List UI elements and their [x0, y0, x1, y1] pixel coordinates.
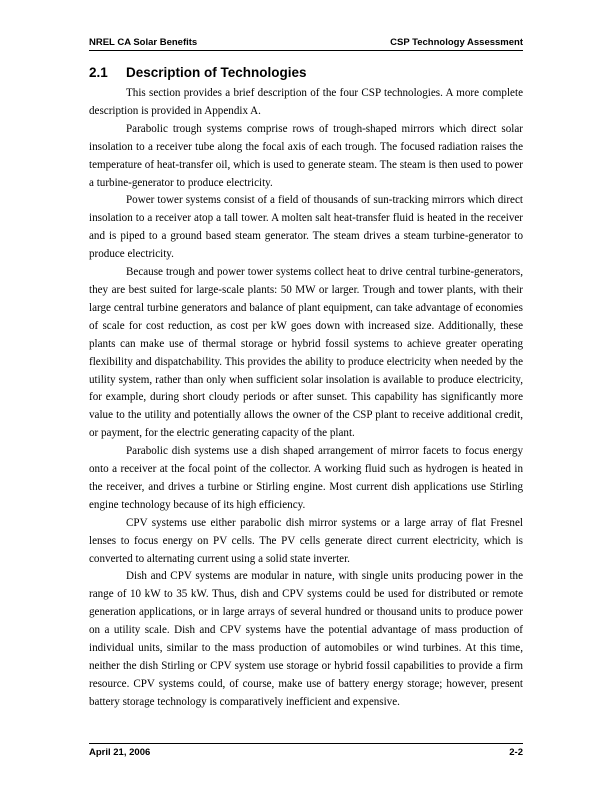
- paragraph-dish-cpv-modular: Dish and CPV systems are modular in nature, with single units producing power in the range of 10 kW to 35 kW. Thus, dish and CPV systems could be used for distributed or remote generation applications, or in large arrays of several hundred or thousand units to produce power on a utility scale. Dish and CPV systems have the potential advantage of mass production of individual units, similar to the mass production of automobiles or wind turbines. At this time, neither the dish Stirling or CPV system use storage or hybrid fossil capabilities to provide a firm resource. CPV systems could, of course, make use of battery energy storage; however, present battery storage technology is comparatively inefficient and expensive.: [89, 570, 523, 708]
- header-chapter-title: CSP Technology Assessment: [390, 37, 523, 48]
- section-number: 2.1: [89, 65, 108, 80]
- footer-date: April 21, 2006: [89, 747, 151, 758]
- page-header: [89, 37, 523, 51]
- section-title: Description of Technologies: [126, 65, 307, 80]
- paragraph-parabolic-dish: Parabolic dish systems use a dish shaped arrangement of mirror facets to focus energy onto a receiver at the focal point of the collector. A working fluid such as hydrogen is heated in the receiver, and drives a turbine or Stirling engine. Most current dish applications use Stirling engine technology because of its high efficiency.: [89, 445, 523, 511]
- paragraph-trough-tower-scale: Because trough and power tower systems collect heat to drive central turbine-generators, they are best suited for large-scale plants: 50 MW or larger. Trough and tower plants, with their large central turbine generators and balance of plant equipment, can take advantage of economies of scale for cost reduction, as cost per kW goes down with increased size. Additionally, these plants can make use of thermal storage or hybrid fossil systems to achieve greater operating flexibility and dispatchability. This provides the ability to produce electricity when needed by the utility system, rather than only when sufficient solar insolation is available to produce electricity, for example, during short cloudy periods or after sunset. This capability has significantly more value to the utility and potentially allows the owner of the CSP plant to receive additional credit, or payment, for the electric generating capacity of the plant.: [89, 266, 523, 440]
- paragraph-power-tower: Power tower systems consist of a field of thousands of sun-tracking mirrors which direct insolation to a receiver atop a tall tower. A molten salt heat-transfer fluid is heated in the receiver and is piped to a ground based steam generator. The steam drives a steam turbine-generator to produce electricity.: [89, 194, 523, 261]
- header-report-title: NREL CA Solar Benefits: [89, 37, 198, 48]
- page-footer: [89, 743, 523, 758]
- paragraph-cpv: CPV systems use either parabolic dish mirror systems or a large array of flat Fresnel lenses to focus energy on PV cells. The PV cells generate direct current electricity, which is converted to alternating current using a solid state inverter.: [89, 516, 523, 565]
- body-text: [89, 85, 523, 712]
- paragraph-intro: This section provides a brief description of the four CSP technologies. A more complete description is provided in Appendix A.: [89, 87, 523, 117]
- paragraph-parabolic-trough: Parabolic trough systems comprise rows of trough-shaped mirrors which direct solar insolation to a receiver tube along the focal axis of each trough. The focused radiation raises the temperature of heat-transfer oil, which is used to generate steam. The steam is then used to power a turbine-generator to produce electricity.: [89, 122, 523, 189]
- section-heading: [89, 65, 307, 80]
- footer-page-number: 2-2: [509, 747, 523, 758]
